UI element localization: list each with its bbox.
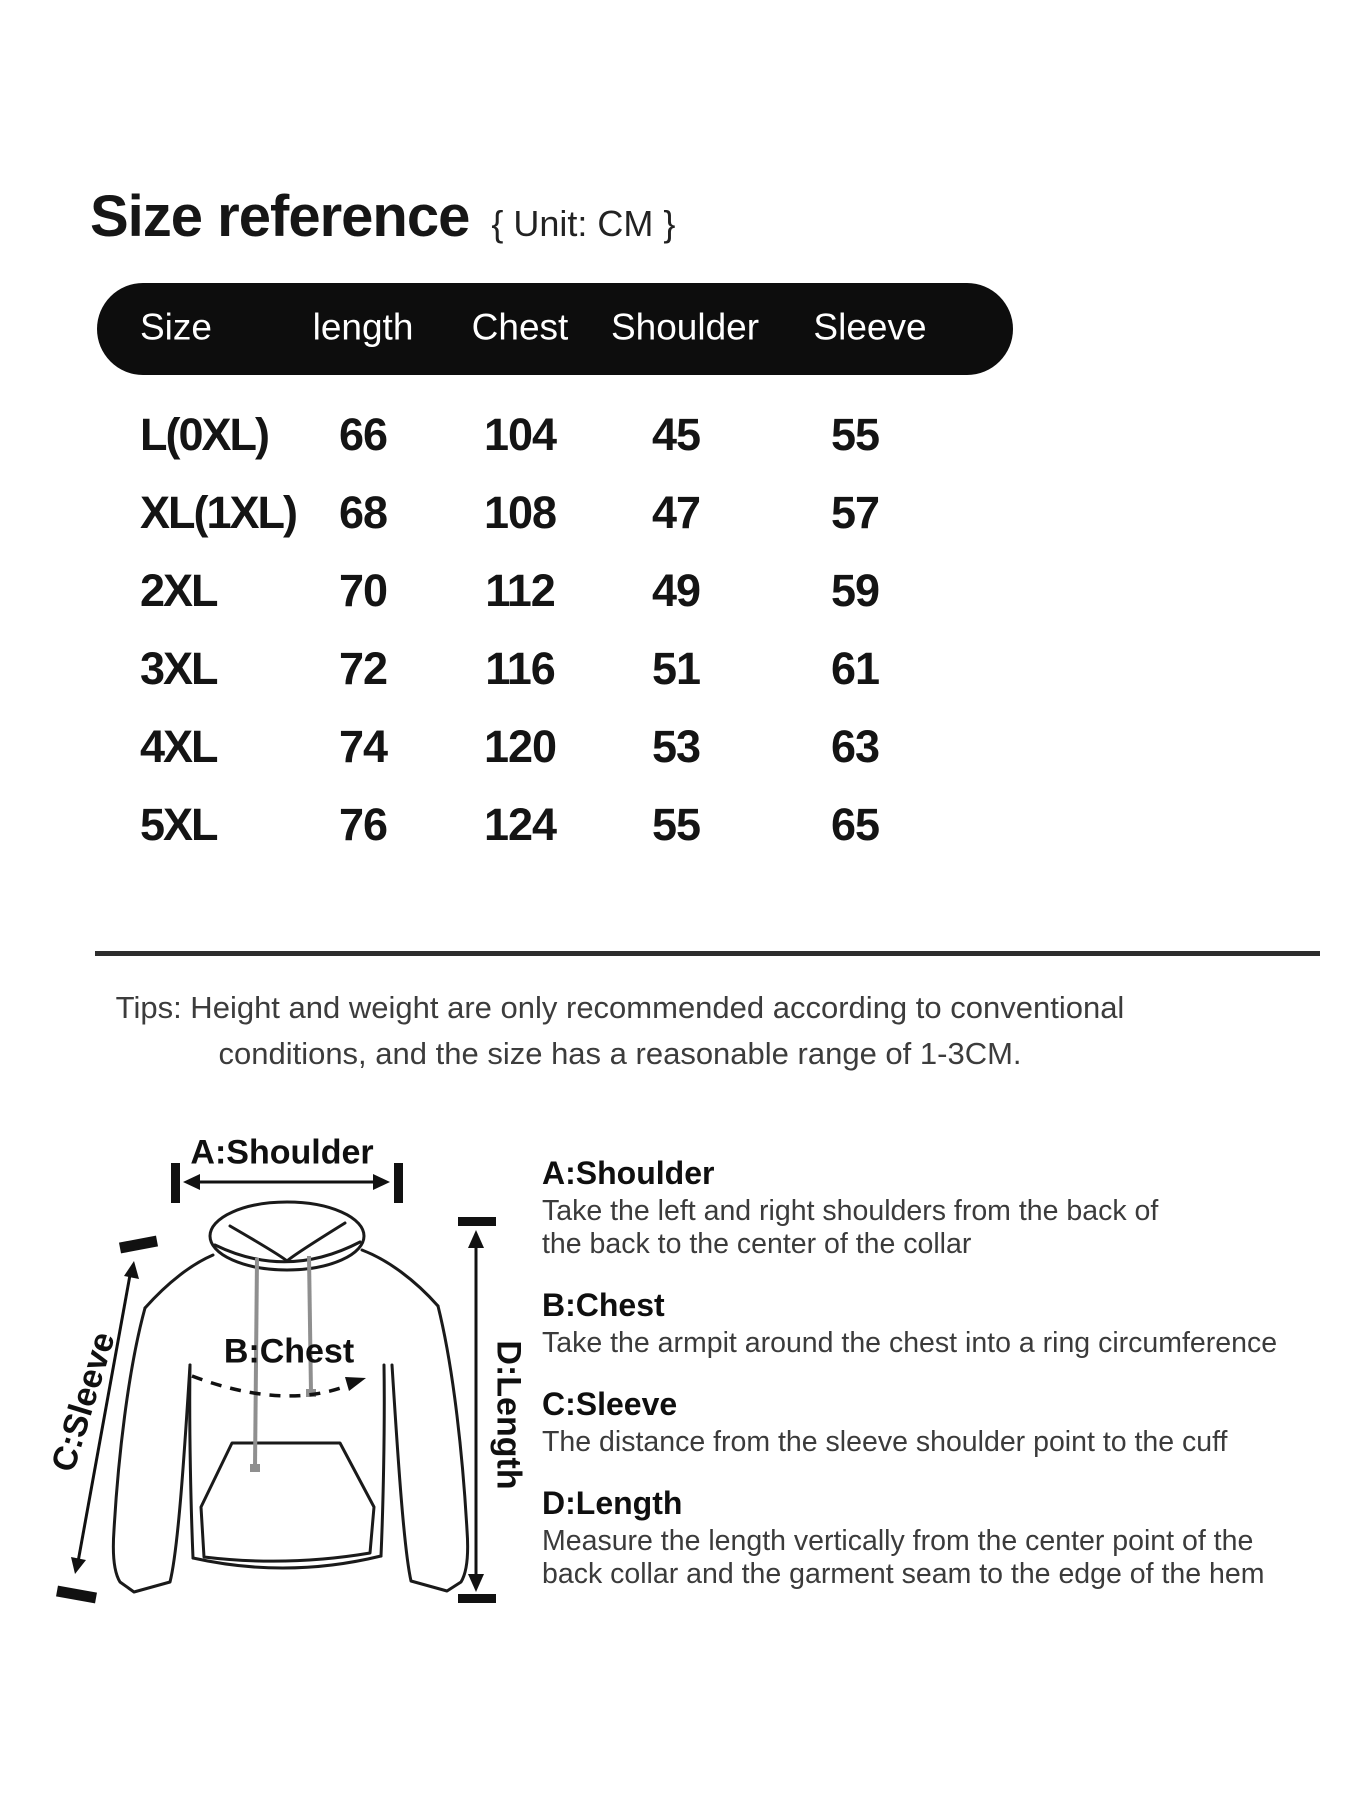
arrowhead-bottom (71, 1557, 86, 1574)
shoulder-value: 49 (651, 565, 701, 616)
chest-diagram-label: B:Chest (223, 1332, 355, 1371)
guide-heading: D:Length (542, 1485, 683, 1521)
table-header-bar (97, 283, 1013, 375)
column-header-sleeve: Sleeve (813, 306, 927, 348)
table-row (0, 641, 1350, 697)
body-right-edge (381, 1365, 384, 1556)
table-row (0, 563, 1350, 619)
chest-value: 124 (483, 799, 557, 850)
arrowhead-right (345, 1377, 366, 1391)
arrowhead-top (124, 1261, 139, 1279)
sleeve-value: 63 (830, 721, 880, 772)
measure-end-bar (57, 1591, 96, 1598)
dashed-measure-line (192, 1376, 354, 1396)
tips-line: conditions, and the size has a reasonable range of 1-3CM. (218, 1036, 1022, 1071)
sleeve-value: 61 (830, 643, 880, 694)
right-shoulder-seam (362, 1250, 438, 1306)
left-sleeve (113, 1308, 190, 1592)
arrowhead-top (468, 1230, 484, 1248)
guide-heading: B:Chest (542, 1287, 665, 1323)
chest-value: 120 (483, 721, 557, 772)
arrowhead-right (373, 1174, 390, 1190)
shoulder-value: 55 (651, 799, 701, 850)
guide-text-line: The distance from the sleeve shoulder point to the cuff (542, 1426, 1228, 1458)
shoulder-value: 45 (651, 409, 701, 460)
length-value: 68 (338, 487, 388, 538)
sleeve-value: 57 (830, 487, 880, 538)
table-row (0, 719, 1350, 775)
column-header-size: Size (140, 306, 212, 348)
left-shoulder-seam (145, 1255, 213, 1308)
measure-end-bar (458, 1594, 496, 1603)
chest-value: 112 (485, 565, 555, 616)
table-row (0, 797, 1350, 853)
tips-note (55, 985, 1185, 1077)
length-value: 74 (338, 721, 388, 772)
measurement-guide (542, 1155, 1342, 1591)
table-row (0, 485, 1350, 541)
guide-text-line: Take the left and right shoulders from the back of (542, 1195, 1159, 1227)
guide-section-sleeve (542, 1386, 1342, 1459)
measure-end-bar (394, 1163, 403, 1203)
left-drawstring-tip (250, 1464, 260, 1472)
chest-value: 116 (485, 643, 555, 694)
sleeve-value: 59 (830, 565, 880, 616)
size-label: 2XL (140, 565, 217, 616)
sleeve-diagram-label: C:Sleeve (44, 1327, 123, 1477)
length-value: 72 (338, 643, 388, 694)
guide-section-chest (542, 1287, 1342, 1360)
length-value: 66 (338, 409, 388, 460)
right-drawstring (309, 1256, 311, 1393)
size-label: 4XL (140, 721, 217, 772)
measure-end-bar (458, 1217, 496, 1226)
arrowhead-left (183, 1174, 200, 1190)
chest-value: 108 (483, 487, 557, 538)
length-diagram-label: D:Length (489, 1340, 528, 1490)
page-title (90, 183, 675, 250)
tips-line: Tips: Height and weight are only recommended according to conventional (115, 990, 1125, 1025)
arrowhead-bottom (468, 1574, 484, 1592)
right-sleeve (392, 1306, 468, 1591)
title-text: Size reference (90, 184, 470, 249)
chest-value: 104 (483, 409, 557, 460)
sleeve-value: 55 (830, 409, 880, 460)
body-left-edge (190, 1365, 193, 1558)
guide-text-line: Take the armpit around the chest into a ring circumference (542, 1327, 1278, 1359)
kangaroo-pocket (201, 1443, 374, 1561)
guide-text-line: the back to the center of the collar (542, 1228, 972, 1260)
shoulder-value: 47 (651, 487, 701, 538)
guide-section-length (542, 1485, 1342, 1591)
guide-section-shoulder (542, 1155, 1342, 1261)
guide-heading: A:Shoulder (542, 1155, 715, 1191)
measure-end-bar (171, 1163, 180, 1203)
length-value: 70 (338, 565, 388, 616)
shoulder-value: 51 (651, 643, 701, 694)
size-label: L(0XL) (140, 409, 268, 460)
chest-measure-arrow (192, 1376, 366, 1396)
guide-text-line: back collar and the garment seam to the edge of the hem (542, 1558, 1265, 1590)
sleeve-value: 65 (830, 799, 880, 850)
guide-heading: C:Sleeve (542, 1386, 678, 1422)
column-header-shoulder: Shoulder (610, 306, 760, 348)
unit-note: { Unit: CM } (491, 203, 676, 244)
size-label: XL(1XL) (140, 487, 297, 538)
guide-text-line: Measure the length vertically from the center point of the (542, 1525, 1254, 1557)
shoulder-value: 53 (651, 721, 701, 772)
table-row (0, 407, 1350, 463)
divider-line (95, 951, 1320, 956)
size-label: 3XL (140, 643, 217, 694)
size-label: 5XL (140, 799, 217, 850)
column-header-chest: Chest (471, 306, 569, 348)
length-value: 76 (338, 799, 388, 850)
shoulder-diagram-label: A:Shoulder (190, 1133, 374, 1172)
measure-end-bar (120, 1241, 157, 1248)
column-header-length: length (312, 306, 414, 348)
